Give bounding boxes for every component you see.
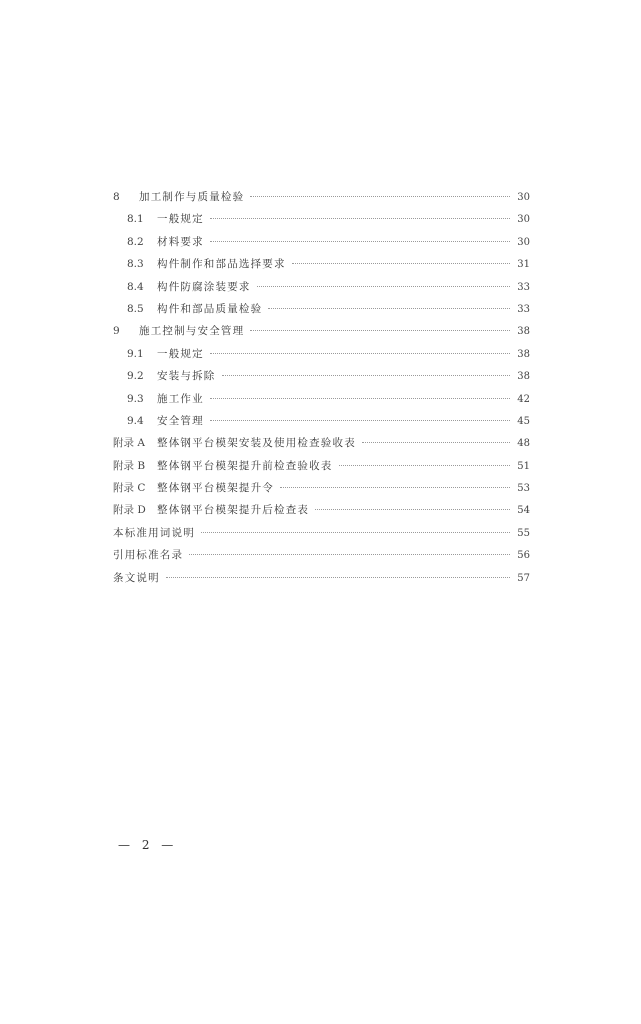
dot-leader [210, 241, 510, 242]
toc-entry-title: 安全管理 [157, 414, 204, 427]
toc-entry-page: 38 [517, 348, 530, 360]
toc-entry-number: 附录 C [113, 482, 146, 495]
toc-entry[interactable] [113, 477, 530, 499]
dot-leader [292, 263, 510, 264]
dot-leader [210, 218, 510, 219]
toc-entry[interactable] [113, 320, 530, 342]
dot-leader [210, 353, 510, 354]
toc-entry-title: 一般规定 [157, 347, 204, 360]
toc-entry-page: 38 [517, 326, 530, 338]
toc-entry[interactable] [113, 567, 530, 589]
toc-entry-number: 9.3 [127, 392, 144, 405]
toc-entry[interactable] [113, 388, 530, 410]
toc-entry-page: 53 [517, 483, 530, 495]
dot-leader [280, 487, 510, 488]
dot-leader [250, 330, 510, 331]
toc-entry-page: 31 [517, 259, 530, 271]
toc-entry-title: 材料要求 [157, 235, 204, 248]
toc-entry-number: 附录 A [113, 437, 145, 450]
toc-entry[interactable] [113, 455, 530, 477]
dot-leader [210, 398, 510, 399]
toc-entry-page: 51 [517, 460, 530, 472]
toc-entry-title: 施工控制与安全管理 [139, 325, 245, 338]
toc-entry-title: 施工作业 [157, 392, 204, 405]
toc-entry-title: 整体钢平台模架提升后检查表 [157, 504, 310, 517]
toc-entry-title: 本标准用词说明 [113, 526, 195, 539]
toc-entry[interactable] [113, 231, 530, 253]
toc-entry-title: 整体钢平台模架提升令 [157, 482, 274, 495]
toc-entry-title: 条文说明 [113, 571, 160, 584]
toc-entry-page: 30 [517, 214, 530, 226]
toc-entry-page: 30 [517, 236, 530, 248]
toc-entry[interactable] [113, 522, 530, 544]
toc-entry-number: 9.1 [127, 347, 144, 360]
dot-leader [222, 375, 511, 376]
toc-entry[interactable] [113, 365, 530, 387]
dot-leader [201, 532, 510, 533]
dot-leader [362, 442, 510, 443]
toc-entry[interactable] [113, 432, 530, 454]
dot-leader [189, 554, 510, 555]
toc-entry-title: 整体钢平台模架安装及使用检查验收表 [157, 437, 356, 450]
toc-entry-number: 9.2 [127, 370, 144, 383]
toc-entry-page: 33 [517, 281, 530, 293]
dot-leader [315, 509, 510, 510]
toc-entry-number: 8.3 [127, 258, 144, 271]
toc-entry-page: 45 [517, 415, 530, 427]
toc-entry-number: 8.5 [127, 302, 144, 315]
toc-entry-page: 33 [517, 303, 530, 315]
toc-entry[interactable] [113, 276, 530, 298]
toc-entry[interactable] [113, 298, 530, 320]
toc-entry-number: 附录 B [113, 459, 146, 472]
dot-leader [210, 420, 510, 421]
toc-entry-title: 引用标准名录 [113, 549, 184, 562]
table-of-contents [113, 186, 530, 589]
toc-entry[interactable] [113, 544, 530, 566]
toc-entry-title: 整体钢平台模架提升前检查验收表 [157, 459, 333, 472]
toc-entry[interactable] [113, 499, 530, 521]
toc-entry-number: 8.1 [127, 213, 144, 226]
page-number: — 2 — [118, 838, 178, 852]
toc-entry[interactable] [113, 208, 530, 230]
toc-entry[interactable] [113, 253, 530, 275]
toc-entry-title: 加工制作与质量检验 [139, 191, 245, 203]
toc-entry-page: 48 [517, 438, 530, 450]
toc-entry-number: 9.4 [127, 414, 144, 427]
dot-leader [339, 465, 511, 466]
toc-entry-title: 一般规定 [157, 213, 204, 226]
toc-entry-page: 42 [517, 393, 530, 405]
toc-entry-page: 38 [517, 371, 530, 383]
dot-leader [166, 577, 510, 578]
toc-entry[interactable] [113, 410, 530, 432]
toc-entry-title: 构件防腐涂装要求 [157, 280, 251, 293]
dot-leader [268, 308, 510, 309]
toc-entry[interactable] [113, 186, 530, 208]
toc-entry-number: 附录 D [113, 504, 146, 517]
dot-leader [257, 286, 510, 287]
toc-entry-number: 8.4 [127, 280, 144, 293]
toc-entry-title: 安装与拆除 [157, 370, 216, 383]
toc-entry-page: 30 [517, 192, 530, 203]
toc-entry-number: 9 [113, 325, 120, 338]
toc-entry-number: 8.2 [127, 235, 144, 248]
toc-entry-page: 54 [517, 505, 530, 517]
toc-entry-title: 构件和部品质量检验 [157, 302, 263, 315]
toc-entry-number: 8 [113, 191, 120, 203]
toc-entry-page: 56 [517, 550, 530, 562]
dot-leader [250, 196, 510, 197]
toc-entry-page: 55 [517, 527, 530, 539]
toc-entry-page: 57 [517, 572, 530, 584]
toc-entry-title: 构件制作和部品选择要求 [157, 258, 286, 271]
toc-entry[interactable] [113, 343, 530, 365]
